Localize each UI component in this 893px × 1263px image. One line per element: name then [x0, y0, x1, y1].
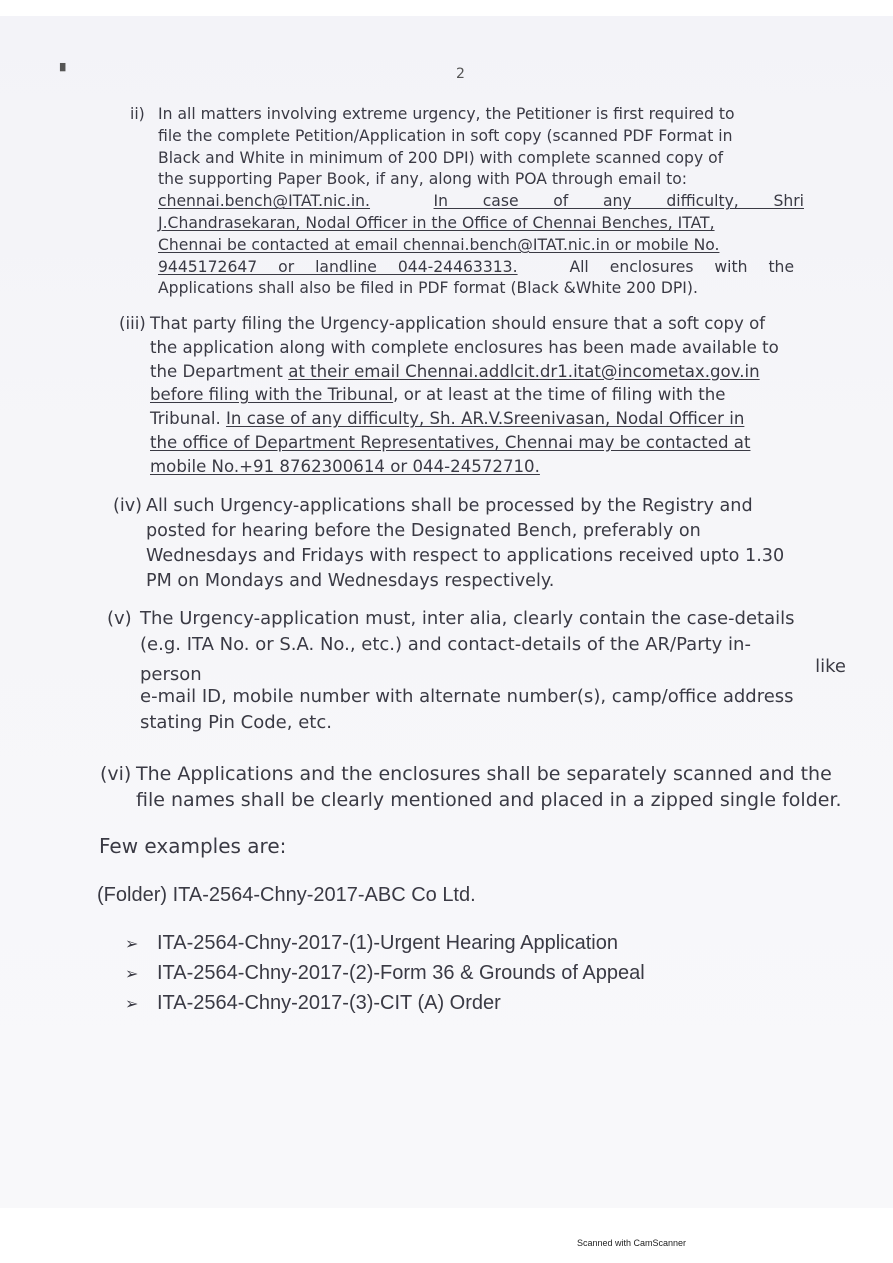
arrow-bullet-icon: ➢: [125, 936, 139, 953]
paragraph-number: (iv): [113, 496, 143, 516]
paragraph-ii-tail: All enclosures with the: [569, 257, 795, 276]
paragraph-v-line-2: (e.g. ITA No. or S.A. No., etc.) and contact-details of the AR/Party in-: [140, 634, 751, 655]
paragraph-ii-last-line: Applications shall also be filed in PDF format (Black &White 200 DPI).: [158, 279, 698, 298]
paragraph-iii-text: Tribunal.: [150, 409, 221, 429]
paragraph-v: [107, 606, 846, 736]
underlined-text: In case of any difficulty, Sh. AR.V.Sreenivasan, Nodal Officer in: [226, 409, 745, 429]
example-filename: ITA-2564-Chny-2017-(3)-CIT (A) Order: [157, 992, 501, 1014]
paragraph-ii-line-4: the supporting Paper Book, if any, along with POA through email to:: [158, 170, 688, 189]
page-number: 2: [456, 66, 465, 82]
paragraph-number: (vi): [100, 763, 132, 785]
arrow-bullet-icon: ➢: [125, 996, 139, 1013]
paragraph-v-line-1: The Urgency-application must, inter alia, clearly contain the case-details: [140, 608, 795, 629]
paragraph-iv-line-3: Wednesdays and Fridays with respect to applications received upto 1.30: [146, 546, 785, 566]
paragraph-iii-text: , or at least at the time of filing with the: [393, 385, 726, 405]
paragraph-ii: [130, 104, 804, 300]
scanner-watermark: Scanned with CamScanner: [577, 1238, 687, 1248]
scan-mark: ▘: [60, 64, 71, 80]
underlined-text: Chennai be contacted at email chennai.bench@ITAT.nic.in or mobile No.: [158, 235, 720, 254]
paragraph-vi-line-1: The Applications and the enclosures shall be separately scanned and the: [136, 763, 832, 785]
paragraph-iii: [119, 312, 818, 479]
scanned-page: [0, 16, 893, 1208]
underlined-text: the office of Department Representatives, Chennai may be contacted at: [150, 432, 751, 452]
paragraph-iii-line-1: That party filing the Urgency-application should ensure that a soft copy of: [150, 314, 766, 333]
paragraph-ii-line-1: In all matters involving extreme urgency, the Petitioner is first required to: [158, 105, 735, 123]
folder-line: (Folder) ITA-2564-Chny-2017-ABC Co Ltd.: [97, 884, 476, 906]
paragraph-iv-line-4: PM on Mondays and Wednesdays respectively.: [146, 571, 555, 591]
paragraph-iv: [113, 494, 829, 594]
list-item: [125, 962, 645, 985]
paragraph-ii-line-3: Black and White in minimum of 200 DPI) with complete scanned copy of: [158, 148, 724, 167]
paragraph-number: ii): [130, 105, 145, 123]
paragraph-iii-text: the Department: [150, 361, 283, 381]
paragraph-v-text: person: [140, 664, 202, 685]
list-item: [125, 932, 618, 955]
department-email[interactable]: at their email Chennai.addlcit.dr1.itat@incometax.gov.in: [288, 361, 760, 381]
arrow-bullet-icon: ➢: [125, 966, 139, 983]
paragraph-iii-line-2: the application along with complete enclosures has been made available to: [150, 337, 779, 357]
underlined-text: J.Chandrasekaran, Nodal Officer in the Office of Chennai Benches, ITAT,: [158, 213, 715, 232]
underlined-text: 9445172647 or landline 044-24463313.: [158, 257, 518, 276]
example-filename: ITA-2564-Chny-2017-(1)-Urgent Hearing Application: [157, 932, 618, 954]
underlined-text: In case of any difficulty, Shri: [433, 192, 804, 211]
paragraph-vi: [100, 761, 854, 813]
example-filename: ITA-2564-Chny-2017-(2)-Form 36 & Grounds of Appeal: [157, 962, 645, 984]
paragraph-vi-line-2: file names shall be clearly mentioned and placed in a zipped single folder.: [136, 789, 842, 811]
email-link[interactable]: chennai.bench@ITAT.nic.in.: [158, 192, 371, 211]
paragraph-v-text: like: [815, 656, 846, 677]
paragraph-ii-line-2: file the complete Petition/Application in soft copy (scanned PDF Format in: [158, 126, 733, 145]
paragraph-number: (iii): [119, 314, 146, 333]
examples-heading: Few examples are:: [99, 834, 287, 858]
list-item: [125, 992, 501, 1015]
paragraph-v-line-5: stating Pin Code, etc.: [140, 712, 332, 733]
paragraph-iv-line-2: posted for hearing before the Designated Bench, preferably on: [146, 521, 701, 541]
paragraph-v-line-4: e-mail ID, mobile number with alternate number(s), camp/office address: [140, 686, 794, 707]
underlined-text: before filing with the Tribunal: [150, 385, 394, 405]
paragraph-iv-line-1: All such Urgency-applications shall be processed by the Registry and: [146, 496, 753, 516]
underlined-text: mobile No.+91 8762300614 or 044-24572710.: [150, 456, 540, 476]
paragraph-number: (v): [107, 608, 132, 629]
